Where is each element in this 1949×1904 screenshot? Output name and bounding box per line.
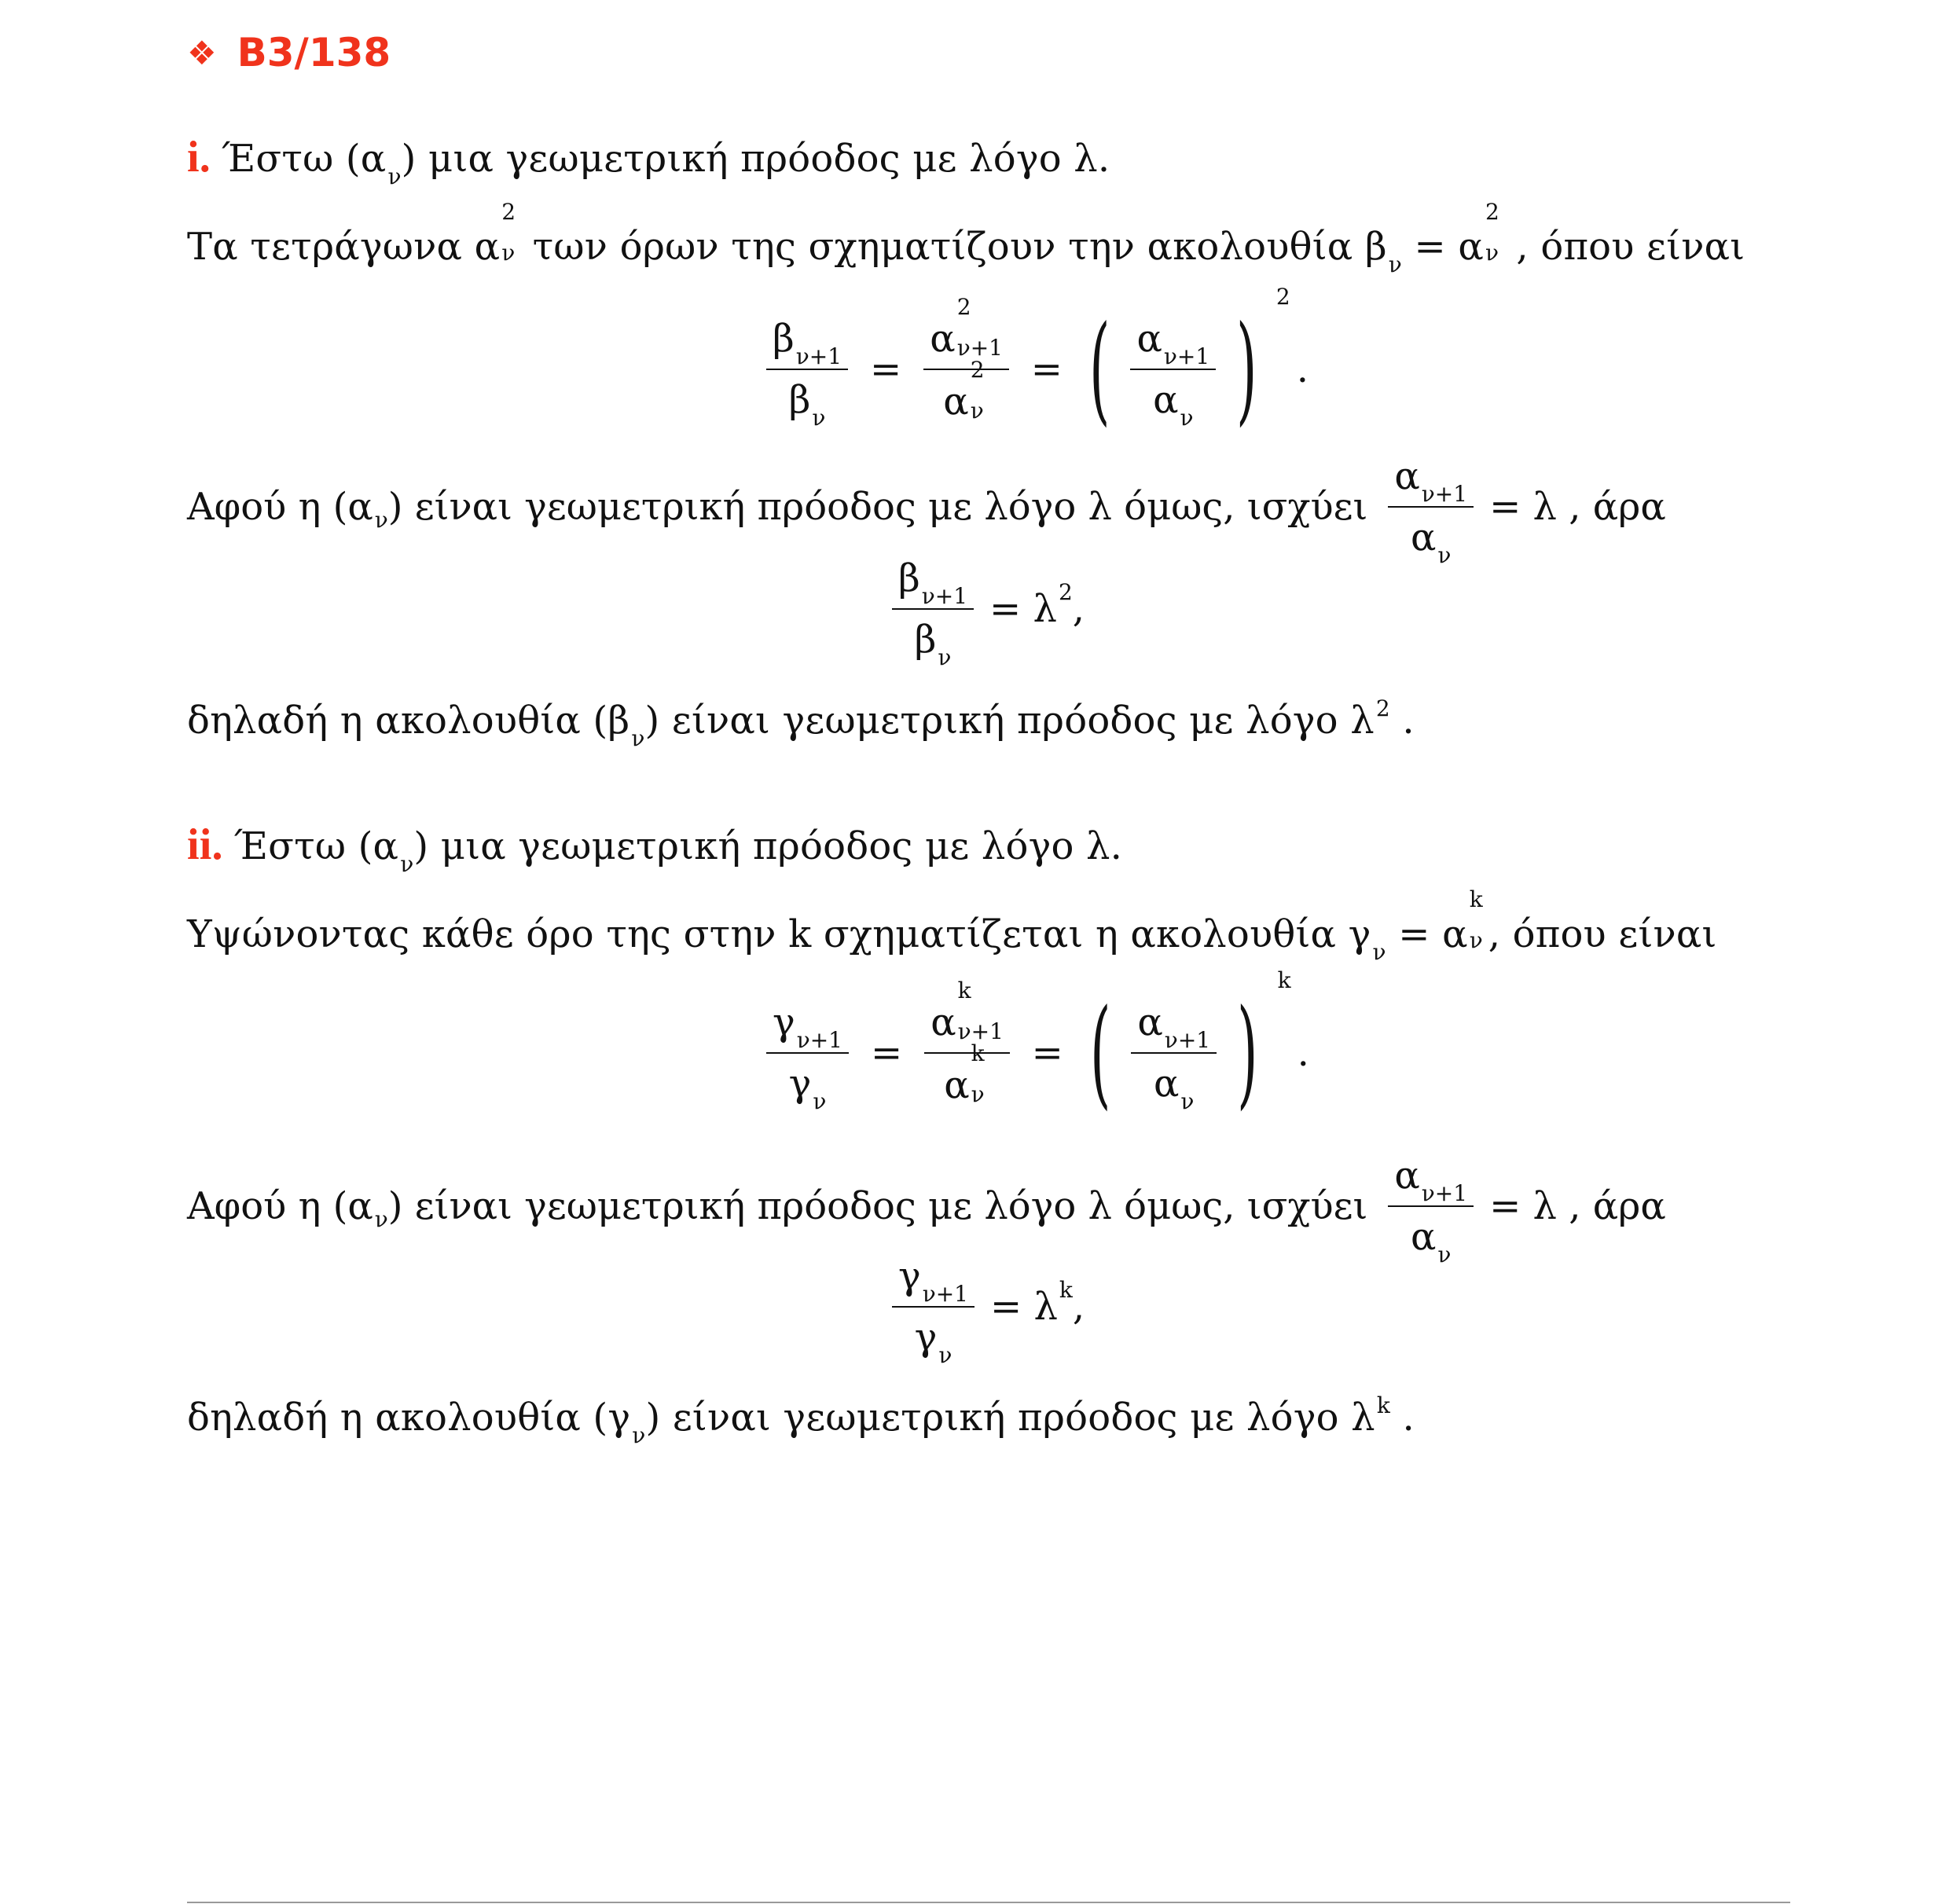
diamond-icon: ❖ — [187, 33, 217, 72]
part-ii-line1: ii. Έστω $(\alpha_\nu)$ μια γεωμετρική πρόοδος με λόγο λ. — [187, 820, 1123, 877]
part-ii-line3: Αφού η (α ν ) είναι γεωμετρική πρόοδος με λόγο λ όμως, ισχύει $\frac{\alpha_{\nu+1}}{\alpha_\nu}$ = λ , άρα — [187, 1154, 1666, 1267]
part-i-line1: i. Έστω $(\alpha_\nu)$ μια γεωμετρική πρόοδος με λόγο λ. — [187, 133, 1110, 189]
parenthesized-fraction: ( $\frac{\alpha_{\nu+1}}{\alpha_\nu}$ ) 2 — [1089, 284, 1290, 438]
part-i-equation1: $\frac{\beta_{\nu+1}}{\beta_\nu}$ = α 2 ν+1 α 2 ν = ( $\frac{\alpha_{\nu+1}}{\alpha_\nu}$ ) 2 . — [758, 303, 1309, 436]
heading-label: B3/138 — [237, 30, 391, 75]
fraction: $\frac{\beta_{\nu+1}}{\beta_\nu}$ — [766, 315, 848, 424]
part-i-equation2: $\frac{\beta_{\nu+1}}{\beta_\nu}$ = λ 2 , — [884, 554, 1085, 664]
part-ii-equation1: $\frac{\gamma_{\nu+1}}{\gamma_\nu}$ = α k ν+1 α k ν = ( $\frac{\alpha_{\nu+1}}{\alpha_\nu}$ ) k . — [758, 986, 1309, 1120]
footer-rule — [187, 1902, 1790, 1903]
fraction: α 2 ν+1 α 2 ν — [923, 314, 1008, 425]
part-i-line4: δηλαδή η ακολουθία $(\beta_\nu)$ είναι γεωμετρική πρόοδος με λόγο $\lambda^2$ . — [187, 695, 1415, 751]
part-i-line2: Τα τετράγωνα α 2 ν των όρων της σχηματίζουν την ακολουθία $\beta_\nu = \alpha$ 2 ν , όπου είναι — [187, 199, 1745, 277]
part-ii-line2: Υψώνοντας κάθε όρο της στην k σχηματίζεται η ακολουθία $\gamma_\nu = \alpha$ k ν , όπου είναι — [187, 886, 1717, 965]
part-ii-line4: δηλαδή η ακολουθία $(\gamma_\nu)$ είναι γεωμετρική πρόοδος με λόγο $\lambda^k$ . — [187, 1392, 1415, 1448]
part-i-line3: Αφού η (α ν ) είναι γεωμετρική πρόοδος με λόγο λ όμως, ισχύει $\frac{\alpha_{\nu+1}}{\alpha_\nu}$ = λ , άρα — [187, 454, 1666, 568]
part-ii-number: ii. — [187, 820, 223, 869]
part-ii-equation2: $\frac{\gamma_{\nu+1}}{\gamma_\nu}$ = λ k , — [884, 1252, 1085, 1362]
page-heading — [187, 30, 391, 75]
part-i-number: i. — [187, 133, 211, 182]
